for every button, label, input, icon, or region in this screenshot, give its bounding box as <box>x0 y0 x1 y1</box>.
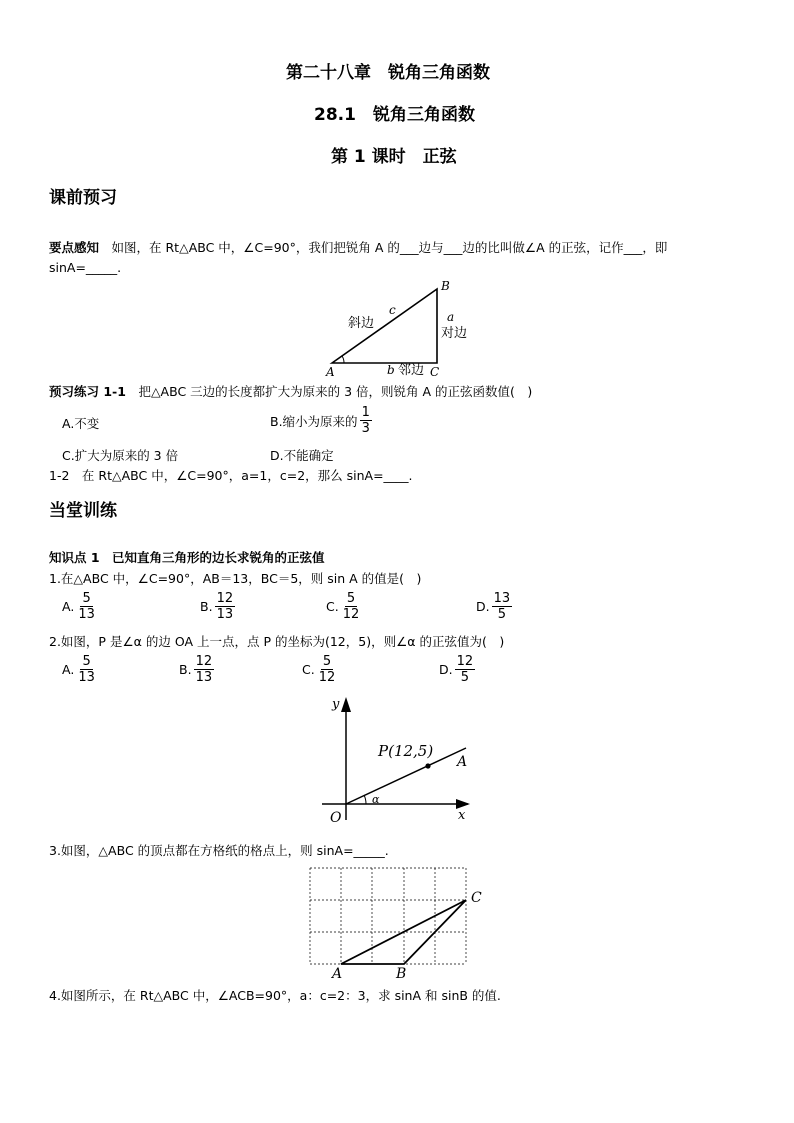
exercise-1-1-option-d: D.不能确定 <box>270 448 334 463</box>
point-p-label: P(12,5) <box>378 742 434 760</box>
exercise-1-1-label: 预习练习 1-1 <box>49 384 126 399</box>
ray-end-label: A <box>457 754 468 770</box>
figure-grid-triangle <box>300 862 500 984</box>
origin-label: O <box>330 810 342 826</box>
hypotenuse-label: 斜边 <box>348 316 375 331</box>
figure-right-triangle <box>318 278 478 380</box>
fraction-one-third: $\frac{1}{3}$ <box>361 405 370 436</box>
vertex-c-label: C <box>430 365 440 379</box>
preview-heading: 课前预习 <box>49 188 117 208</box>
question-2-option-d: D. $\frac{12}{5}$ <box>439 654 474 685</box>
opposite-label: 对边 <box>441 326 468 341</box>
question-1-option-b: B. $\frac{12}{13}$ <box>200 591 234 622</box>
figure-coordinate-angle <box>318 692 478 826</box>
key-points-label: 要点感知 <box>49 240 100 255</box>
exercise-1-1-text: 把△ABC 三边的长度都扩大为原来的 3 倍，则锐角 A 的正弦函数值( ) <box>125 384 533 399</box>
key-points-line1 <box>49 240 667 256</box>
chapter-title: 第二十八章 锐角三角函数 <box>286 63 490 83</box>
point-p <box>425 763 430 768</box>
exercise-1-1-option-b: B.缩小为原来的 $\frac{1}{3}$ <box>270 405 370 436</box>
side-c-label: c <box>389 303 396 317</box>
question-2: 2.如图，P 是∠α 的边 OA 上一点，点 P 的坐标为(12，5)，则∠α 的正弦值为( ) <box>49 634 505 649</box>
knowledge-point-1: 知识点 1 已知直角三角形的边长求锐角的正弦值 <box>49 550 325 565</box>
question-3: 3.如图，△ABC 的顶点都在方格纸的格点上，则 sinA=_____. <box>49 843 389 858</box>
question-2-option-b: B. $\frac{12}{13}$ <box>179 654 213 685</box>
angle-a-arc <box>342 356 344 363</box>
question-2-option-a: A. $\frac{5}{13}$ <box>62 654 95 685</box>
vertex-a-label: A <box>326 365 335 379</box>
practice-heading: 当堂训练 <box>49 501 117 521</box>
x-axis-label: x <box>458 808 466 823</box>
exercise-1-1-option-a: A.不变 <box>62 416 100 431</box>
section-title: 28.1 锐角三角函数 <box>314 105 475 125</box>
exercise-1-1 <box>49 384 532 400</box>
grid-vertex-c-label: C <box>471 890 482 906</box>
question-1-option-d: D. $\frac{13}{5}$ <box>476 591 511 622</box>
question-2-option-c: C. $\frac{5}{12}$ <box>302 654 336 685</box>
question-1: 1.在△ABC 中，∠C=90°，AB＝13，BC＝5，则 sin A 的值是( ) <box>49 571 422 586</box>
exercise-1-1-option-c: C.扩大为原来的 3 倍 <box>62 448 179 463</box>
key-points-text: 如图，在 Rt△ABC 中，∠C=90°，我们把锐角 A 的___边与___边的比叫做∠A 的正弦，记作___，即 <box>99 240 668 255</box>
lesson-title: 第 1 课时 正弦 <box>331 147 457 167</box>
y-axis-label: y <box>332 697 340 712</box>
y-axis-arrow <box>341 697 351 712</box>
angle-alpha-arc <box>364 795 366 804</box>
key-points-line2: sinA=_____. <box>49 260 122 275</box>
vertex-b-label: B <box>441 279 450 293</box>
question-4: 4.如图所示，在 Rt△ABC 中，∠ACB=90°，a：c=2：3，求 sinA 和 sinB 的值. <box>49 988 501 1003</box>
side-b-label: b <box>387 363 395 377</box>
dotted-grid <box>310 868 466 964</box>
question-1-option-c: C. $\frac{5}{12}$ <box>326 591 360 622</box>
side-a-label: a <box>447 310 455 324</box>
grid-vertex-a-label: A <box>332 966 343 982</box>
adjacent-label: 邻边 <box>398 363 425 378</box>
exercise-1-2: 1-2 在 Rt△ABC 中，∠C=90°，a=1，c=2，那么 sinA=____. <box>49 468 413 483</box>
question-1-option-a: A. $\frac{5}{13}$ <box>62 591 95 622</box>
grid-vertex-b-label: B <box>396 966 407 982</box>
alpha-label: α <box>372 793 380 806</box>
